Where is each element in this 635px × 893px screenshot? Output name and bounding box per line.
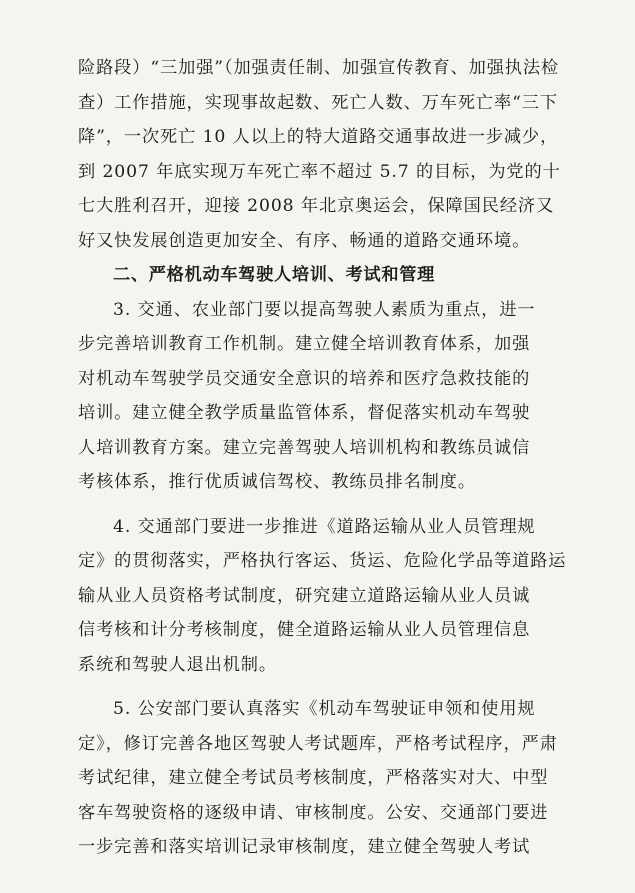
text-line: 定》的贯彻落实，严格执行客运、货运、危险化学品等道路运 — [78, 551, 567, 571]
text-line: 七大胜利召开，迎接 2008 年北京奥运会，保障国民经济又 — [78, 196, 555, 216]
text-line: 考试纪律，建立健全考试员考核制度，严格落实对大、中型 — [78, 768, 549, 788]
paragraph-start: 5. 公安部门要认真落实《机动车驾驶证申领和使用规 — [113, 699, 536, 719]
text-line: 系统和驾驶人退出机制。 — [78, 654, 277, 675]
text-line: 一步完善和落实培训记录审核制度，建立健全驾驶人考试 — [78, 837, 531, 857]
text-line: 险路段）“三加强”（加强责任制、加强宣传教育、加强执法检 — [78, 58, 560, 78]
text-line: 到 2007 年底实现万车死亡率不超过 5.7 的目标，为党的十 — [78, 161, 561, 182]
section-heading: 二、严格机动车驾驶人培训、考试和管理 — [113, 265, 435, 285]
paragraph-start: 3. 交通、农业部门要以提高驾驶人素质为重点，进一 — [113, 299, 536, 320]
text-line: 人培训教育方案。建立完善驾驶人培训机构和教练员诚信 — [78, 437, 531, 458]
text-line: 步完善培训教育工作机制。建立健全培训教育体系，加强 — [78, 334, 531, 354]
text-line: 客车驾驶资格的逐级申请、审核制度。公安、交通部门要进 — [78, 802, 549, 823]
text-line: 查）工作措施，实现事故起数、死亡人数、万车死亡率“三下 — [78, 92, 558, 113]
text-line: 信考核和计分考核制度，健全道路运输从业人员管理信息 — [78, 620, 531, 640]
paragraph-gap — [78, 682, 565, 692]
text-line: 输从业人员资格考试制度，研究建立道路运输从业人员诚 — [78, 585, 531, 606]
paragraph-gap — [78, 500, 565, 510]
text-line: 定》，修订完善各地区驾驶人考试题库，严格考试程序，严肃 — [78, 733, 558, 754]
text-line: 培训。建立健全教学质量监管体系，督促落实机动车驾驶 — [78, 403, 531, 423]
text-line: 降”，一次死亡 10 人以上的特大道路交通事故进一步减少， — [78, 127, 559, 147]
text-line: 对机动车驾驶学员交通安全意识的培养和医疗急救技能的 — [78, 368, 531, 389]
text-line: 考核体系，推行优质诚信驾校、教练员排名制度。 — [78, 472, 476, 492]
text-line: 好又快发展创造更加安全、有序、畅通的道路交通环境。 — [78, 230, 531, 251]
paragraph-start: 4. 交通部门要进一步推进《道路运输从业人员管理规 — [113, 516, 536, 537]
